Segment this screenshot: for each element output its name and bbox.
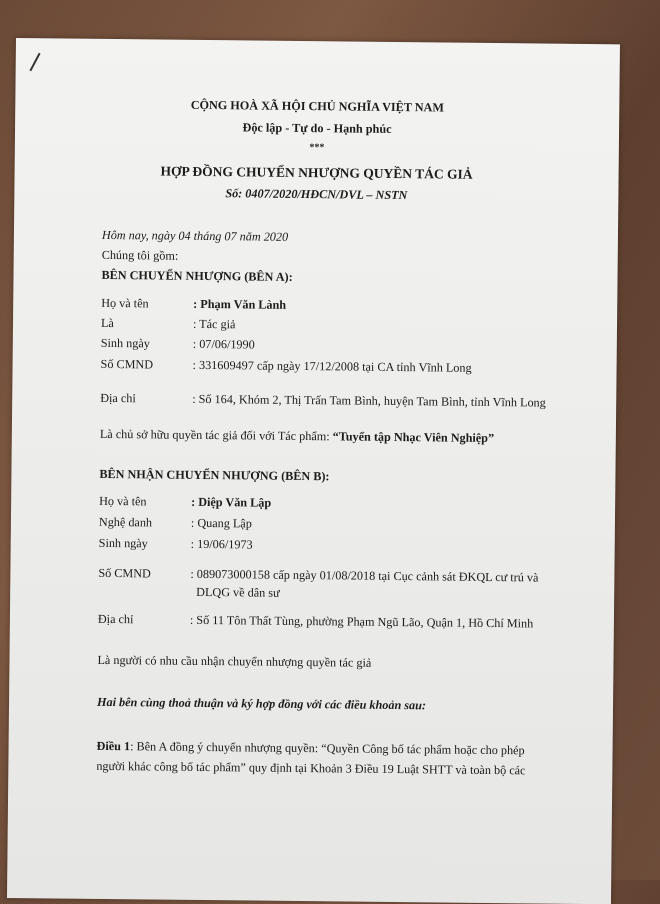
article-1-label: Điều 1 bbox=[96, 738, 131, 754]
agreement-statement: Hai bên cùng thoả thuận và ký hợp đồng với các điều khoản sau: bbox=[96, 694, 427, 713]
party-a-dob-label: Sinh ngày bbox=[100, 335, 150, 351]
party-b-dob-value: : 19/06/1973 bbox=[190, 536, 253, 552]
party-a-name-label: Họ và tên bbox=[101, 295, 149, 311]
party-a-role-label: Là bbox=[100, 315, 114, 331]
party-a-dob-value: : 07/06/1990 bbox=[192, 336, 255, 352]
party-a-name-value: : Phạm Văn Lành bbox=[193, 296, 287, 312]
article-1-line-2: người khác công bố tác phẩm” quy định tại Khoản 3 Điều 19 Luật SHTT và toàn bộ các bbox=[96, 758, 526, 778]
party-a-id-label: Số CMND bbox=[100, 356, 154, 372]
motto: Độc lập - Tự do - Hạnh phúc bbox=[242, 120, 392, 136]
contract-date: Hôm nay, ngày 04 tháng 07 năm 2020 bbox=[101, 227, 289, 244]
party-b-stage-name-label: Nghệ danh bbox=[98, 514, 153, 530]
work-title: “Tuyển tập Nhạc Viên Nghiệp” bbox=[332, 429, 495, 446]
party-a-heading: BÊN CHUYỂN NHƯỢNG (BÊN A): bbox=[101, 267, 293, 284]
contract-number: Số: 0407/2020/HĐCN/DVL – NSTN bbox=[225, 186, 408, 203]
document-page bbox=[7, 38, 620, 904]
party-a-id-value: : 331609497 cấp ngày 17/12/2008 tại CA tỉnh Vĩnh Long bbox=[192, 357, 472, 375]
party-b-need: Là người có nhu cầu nhận chuyển nhượng quyền tác giả bbox=[97, 652, 372, 670]
ownership-text: Là chủ sở hữu quyền tác giả đối với Tác phẩm: bbox=[99, 426, 333, 444]
party-a-ownership bbox=[100, 427, 494, 446]
party-a-address-label: Địa chỉ bbox=[100, 390, 136, 406]
party-a-address-value: : Số 164, Khóm 2, Thị Trấn Tam Bình, huyện Tam Bình, tỉnh Vĩnh Long bbox=[192, 391, 546, 410]
party-a-role-value: : Tác giả bbox=[192, 316, 236, 332]
national-title: CỘNG HOÀ XÃ HỘI CHỦ NGHĨA VIỆT NAM bbox=[190, 97, 444, 115]
party-b-name-label: Họ và tên bbox=[99, 493, 147, 509]
party-b-address-label: Địa chỉ bbox=[97, 611, 134, 627]
parties-intro: Chúng tôi gồm: bbox=[101, 247, 179, 263]
party-b-heading: BÊN NHẬN CHUYỂN NHƯỢNG (BÊN B): bbox=[99, 466, 330, 484]
article-1-text: : Bên A đồng ý chuyển nhượng quyền: “Quyền Công bố tác phẩm hoặc cho phép bbox=[130, 739, 525, 758]
party-b-stage-name-value: : Quang Lập bbox=[190, 515, 252, 531]
party-b-name-value: : Diệp Văn Lập bbox=[191, 494, 272, 510]
party-b-id-value-line2: DLQG về dân sư bbox=[196, 584, 280, 600]
party-b-id-label: Số CMND bbox=[98, 565, 151, 581]
article-1-line-1 bbox=[97, 739, 525, 758]
contract-title: HỢP ĐỒNG CHUYỂN NHƯỢNG QUYỀN TÁC GIẢ bbox=[160, 163, 473, 182]
party-b-dob-label: Sinh ngày bbox=[98, 535, 148, 551]
party-b-address-value: : Số 11 Tôn Thất Tùng, phường Phạm Ngũ Lão, Quận 1, Hồ Chí Minh bbox=[189, 612, 534, 631]
party-b-id-value: : 089073000158 cấp ngày 01/08/2018 tại Cục cảnh sát ĐKQL cư trú và bbox=[190, 566, 539, 585]
separator-stars: *** bbox=[309, 142, 325, 154]
